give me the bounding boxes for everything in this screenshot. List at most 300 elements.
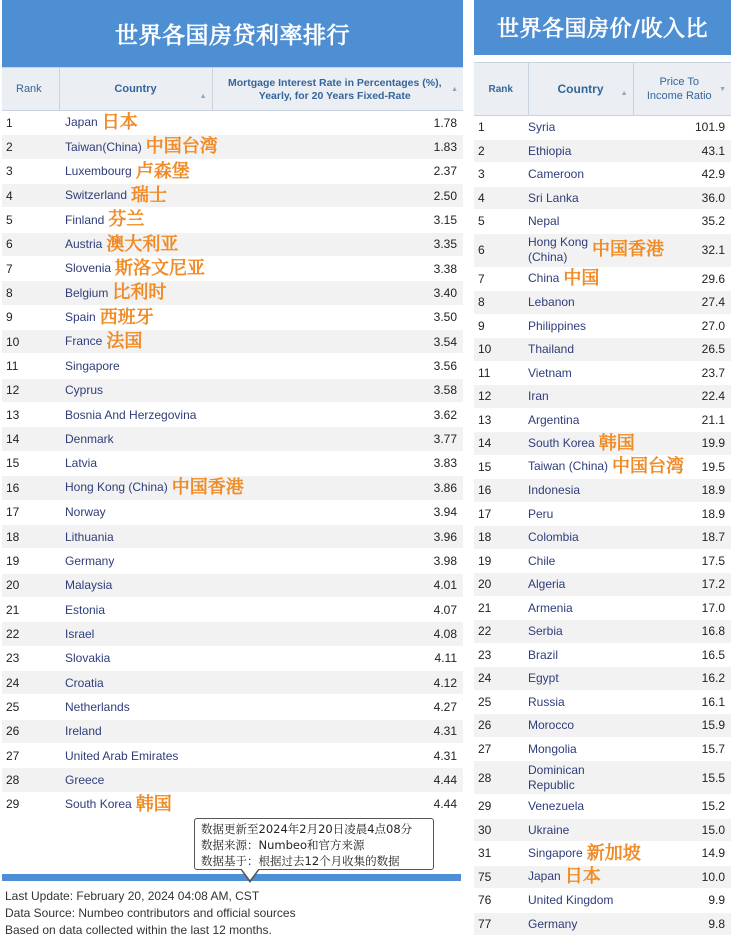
chinese-name-annotation: 新加坡 — [586, 842, 641, 864]
rank-cell: 22 — [474, 620, 528, 644]
price-income-table — [474, 62, 731, 936]
value-cell: 15.9 — [633, 714, 731, 738]
country-name-line: Hong Kong — [528, 235, 589, 249]
country-name: Germany — [528, 916, 578, 931]
value-cell: 42.9 — [633, 163, 731, 187]
table-row — [2, 597, 463, 621]
country-name: Germany — [65, 553, 115, 568]
rank-cell: 18 — [2, 524, 59, 548]
table-row — [474, 267, 731, 291]
country-name: Hong Kong (China) — [65, 480, 168, 495]
country-cell — [528, 549, 633, 573]
country-cell — [59, 354, 212, 378]
country-name: France — [65, 334, 103, 349]
value-cell: 15.7 — [633, 737, 731, 761]
value-cell: 4.12 — [212, 670, 463, 694]
value-cell: 32.1 — [633, 233, 731, 267]
rank-cell: 23 — [474, 643, 528, 667]
value-cell: 1.78 — [212, 111, 463, 135]
value-cell: 4.08 — [212, 622, 463, 646]
rank-cell: 28 — [2, 768, 59, 792]
value-cell: 3.86 — [212, 476, 463, 500]
value-cell: 3.15 — [212, 208, 463, 232]
rank-cell: 11 — [2, 354, 59, 378]
table-row — [474, 314, 731, 338]
table-row — [2, 768, 463, 792]
rank-cell: 3 — [474, 163, 528, 187]
rank-cell: 28 — [474, 761, 528, 795]
rank-cell: 1 — [474, 116, 528, 140]
chinese-name-annotation: 瑞士 — [131, 185, 168, 207]
country-name: Vietnam — [528, 365, 572, 380]
sort-arrow-icon: ▲ — [620, 90, 628, 97]
rank-cell: 29 — [2, 792, 59, 816]
value-cell: 18.9 — [633, 502, 731, 526]
country-name: Indonesia — [528, 483, 581, 498]
value-cell: 3.35 — [212, 232, 463, 256]
country-name-line: Republic — [528, 777, 575, 792]
price-income-header[interactable] — [633, 63, 731, 116]
table-row — [474, 643, 731, 667]
value-cell: 3.94 — [212, 500, 463, 524]
value-cell: 17.0 — [633, 596, 731, 620]
chinese-name-annotation: 斯洛文尼亚 — [115, 258, 206, 280]
mortgage-rate-panel — [2, 0, 463, 817]
rank-cell: 19 — [474, 549, 528, 573]
country-name-line: Dominican — [528, 762, 585, 777]
mortgage-rate-header[interactable] — [212, 68, 463, 111]
country-name: United Kingdom — [528, 893, 614, 908]
country-cell — [59, 524, 212, 548]
table-row — [474, 385, 731, 409]
country-name: Argentina — [528, 412, 580, 427]
mortgage-rate-table — [2, 67, 463, 817]
table-row — [474, 163, 731, 187]
table-row — [2, 330, 463, 354]
rank-cell: 15 — [2, 451, 59, 475]
rank-header[interactable]: Rank — [474, 63, 528, 116]
country-name: Estonia — [65, 602, 106, 617]
country-cell — [59, 743, 212, 767]
rank-cell: 4 — [2, 184, 59, 208]
country-name: Japan — [65, 115, 98, 130]
table-row — [2, 695, 463, 719]
country-header-label: Country — [557, 82, 604, 96]
rank-cell: 7 — [474, 267, 528, 291]
value-cell: 26.5 — [633, 338, 731, 362]
value-cell: 17.5 — [633, 549, 731, 573]
sort-arrow-icon: ▲ — [199, 93, 207, 100]
country-name: Belgium — [65, 285, 109, 300]
country-name: Syria — [528, 120, 556, 135]
rank-cell: 10 — [474, 338, 528, 362]
rank-cell: 31 — [474, 842, 528, 866]
table-row — [474, 526, 731, 550]
value-cell: 18.9 — [633, 479, 731, 503]
rank-cell: 14 — [2, 427, 59, 451]
value-cell: 2.37 — [212, 159, 463, 183]
country-cell — [528, 690, 633, 714]
value-cell: 3.38 — [212, 257, 463, 281]
country-cell — [528, 889, 633, 913]
country-name: Spain — [65, 310, 96, 324]
rank-cell: 24 — [2, 670, 59, 694]
rank-cell: 3 — [2, 159, 59, 183]
country-name: Latvia — [65, 456, 98, 471]
country-name: Peru — [528, 506, 554, 521]
table-row — [2, 111, 463, 135]
table-row — [2, 135, 463, 159]
table-row — [474, 573, 731, 597]
country-cell — [528, 479, 633, 503]
value-cell: 4.11 — [212, 646, 463, 670]
country-cell — [528, 338, 633, 362]
country-cell — [59, 622, 212, 646]
country-cell — [59, 305, 212, 329]
table-row — [2, 451, 463, 475]
country-name: Finland — [65, 212, 105, 227]
country-name: Japan — [528, 869, 561, 884]
chinese-name-annotation: 中国香港 — [592, 239, 665, 260]
country-header[interactable] — [59, 68, 212, 111]
country-name: Taiwan(China) — [65, 139, 142, 154]
country-name: Armenia — [528, 600, 573, 615]
country-name: Chile — [528, 553, 556, 568]
country-name: Ukraine — [528, 822, 570, 837]
country-cell — [59, 695, 212, 719]
rank-cell: 30 — [474, 818, 528, 842]
value-cell: 4.07 — [212, 597, 463, 621]
country-cell — [59, 111, 212, 135]
chinese-name-annotation: 比利时 — [112, 282, 167, 304]
rank-cell: 17 — [474, 502, 528, 526]
table-row — [474, 842, 731, 866]
table-row — [474, 116, 731, 140]
country-name: Morocco — [528, 718, 575, 733]
country-name: Slovenia — [65, 261, 112, 276]
value-cell: 14.9 — [633, 842, 731, 866]
table-row — [2, 573, 463, 597]
country-cell — [59, 281, 212, 305]
value-cell: 9.9 — [633, 889, 731, 913]
value-cell: 4.31 — [212, 743, 463, 767]
rank-cell: 26 — [474, 714, 528, 738]
country-name: Philippines — [528, 318, 587, 333]
country-name: Lithuania — [65, 529, 114, 544]
rank-cell: 2 — [474, 139, 528, 163]
table-row — [474, 620, 731, 644]
country-name: Singapore — [528, 845, 583, 860]
table-row — [474, 338, 731, 362]
country-cell — [528, 714, 633, 738]
country-cell — [59, 573, 212, 597]
table-row — [2, 427, 463, 451]
callout-line: 数据基于：根据过去12个月收集的数据 — [201, 854, 400, 868]
country-cell — [528, 912, 633, 936]
chinese-name-annotation: 中国台湾 — [612, 456, 685, 478]
table-row — [2, 403, 463, 427]
value-cell: 23.7 — [633, 361, 731, 385]
value-cell: 16.1 — [633, 690, 731, 714]
rank-cell: 75 — [474, 865, 528, 889]
value-cell: 27.4 — [633, 291, 731, 315]
footer-accent-bar — [2, 874, 461, 881]
table-row — [474, 455, 731, 479]
price-income-title: 世界各国房价/收入比 — [474, 0, 731, 55]
value-cell: 17.2 — [633, 573, 731, 597]
chinese-name-annotation: 中国台湾 — [145, 136, 218, 158]
country-cell — [528, 361, 633, 385]
country-cell — [528, 761, 633, 795]
country-cell — [528, 455, 685, 479]
rank-cell: 6 — [2, 232, 59, 256]
country-cell — [528, 573, 633, 597]
table-row — [2, 670, 463, 694]
callout-pointer-fill — [241, 868, 259, 880]
value-cell: 16.5 — [633, 643, 731, 667]
country-cell — [59, 330, 212, 354]
country-name: Mongolia — [528, 741, 577, 756]
country-cell — [528, 210, 633, 234]
country-cell — [59, 597, 212, 621]
table-row — [474, 912, 731, 936]
value-cell: 3.83 — [212, 451, 463, 475]
country-name: Malaysia — [65, 578, 113, 593]
value-cell: 3.62 — [212, 403, 463, 427]
rank-header[interactable]: Rank — [2, 68, 59, 111]
chinese-name-annotation: 中国香港 — [171, 477, 244, 499]
table-row — [474, 818, 731, 842]
country-cell — [59, 768, 212, 792]
table-row — [474, 865, 731, 889]
country-name: Lebanon — [528, 295, 575, 310]
chinese-name-annotation: 中国 — [563, 268, 600, 290]
table-row — [2, 792, 463, 816]
country-cell — [59, 500, 212, 524]
country-cell — [59, 378, 212, 402]
country-name: Singapore — [65, 359, 120, 374]
table-row — [2, 208, 463, 232]
table-row — [2, 232, 463, 256]
table-row — [2, 622, 463, 646]
value-cell: 9.8 — [633, 912, 731, 936]
rank-cell: 21 — [474, 596, 528, 620]
country-cell — [59, 159, 212, 183]
country-cell — [528, 291, 633, 315]
country-cell — [528, 526, 633, 550]
country-name — [528, 763, 585, 793]
value-cell: 15.2 — [633, 795, 731, 819]
table-row — [474, 408, 731, 432]
rank-cell: 2 — [2, 135, 59, 159]
country-name: United Arab Emirates — [65, 748, 179, 763]
country-name: Venezuela — [528, 799, 585, 814]
rank-cell: 15 — [474, 455, 528, 479]
country-cell — [528, 795, 633, 819]
value-cell: 18.7 — [633, 526, 731, 550]
rank-cell: 14 — [474, 432, 528, 456]
country-name: Nepal — [528, 214, 560, 229]
country-cell — [528, 643, 633, 667]
value-cell: 15.0 — [633, 818, 731, 842]
footnote-line: Last Update: February 20, 2024 04:08 AM, CST — [5, 889, 260, 903]
rank-cell: 21 — [2, 597, 59, 621]
chinese-name-annotation: 芬兰 — [108, 209, 145, 231]
callout-line: 数据更新至2024年2月20日凌晨4点08分 — [201, 822, 413, 836]
country-name: Slovakia — [65, 651, 111, 666]
table-row — [474, 690, 731, 714]
sort-arrow-icon: ▲ — [451, 86, 458, 93]
country-name: Serbia — [528, 624, 563, 639]
country-cell — [59, 232, 212, 256]
table-row — [2, 184, 463, 208]
country-cell — [528, 408, 633, 432]
table-row — [2, 378, 463, 402]
country-cell — [59, 719, 212, 743]
table-row — [2, 257, 463, 281]
rank-cell: 24 — [474, 667, 528, 691]
country-name: Ethiopia — [528, 143, 572, 158]
country-cell — [528, 116, 633, 140]
table-row — [474, 737, 731, 761]
rank-cell: 5 — [474, 210, 528, 234]
table-row — [2, 719, 463, 743]
country-header[interactable] — [528, 63, 633, 116]
rank-cell: 29 — [474, 795, 528, 819]
chinese-name-annotation: 日本 — [564, 866, 601, 888]
rank-cell: 27 — [474, 737, 528, 761]
sort-arrow-icon: ▼ — [719, 86, 726, 93]
country-cell — [528, 385, 633, 409]
callout-line: 数据来源：Numbeo和官方来源 — [201, 838, 365, 852]
value-cell: 27.0 — [633, 314, 731, 338]
rank-cell: 76 — [474, 889, 528, 913]
country-name: Taiwan (China) — [528, 459, 609, 474]
rank-cell: 16 — [474, 479, 528, 503]
value-cell: 15.5 — [633, 761, 731, 795]
table-row — [2, 354, 463, 378]
rank-cell: 16 — [2, 476, 59, 500]
value-cell: 3.50 — [212, 305, 463, 329]
value-cell: 4.31 — [212, 719, 463, 743]
table-row — [2, 524, 463, 548]
table-row — [474, 139, 731, 163]
country-cell — [59, 646, 212, 670]
mortgage-rate-title: 世界各国房贷利率排行 — [2, 0, 463, 67]
country-name: South Korea — [65, 796, 132, 811]
value-cell: 16.2 — [633, 667, 731, 691]
chinese-name-annotation: 卢森堡 — [135, 160, 190, 182]
value-cell: 22.4 — [633, 385, 731, 409]
country-cell — [528, 737, 633, 761]
country-name: Cameroon — [528, 167, 585, 182]
chinese-name-annotation: 日本 — [101, 112, 138, 134]
country-name: Switzerland — [65, 188, 128, 203]
country-name: Brazil — [528, 647, 559, 662]
table-row — [2, 305, 463, 329]
table-row — [474, 549, 731, 573]
rank-cell: 12 — [474, 385, 528, 409]
country-cell — [59, 208, 212, 232]
value-cell: 10.0 — [633, 865, 731, 889]
country-name: Algeria — [528, 577, 566, 592]
rank-cell: 9 — [474, 314, 528, 338]
rank-cell: 10 — [2, 330, 59, 354]
rank-cell: 8 — [2, 281, 59, 305]
country-name-line: (China) — [528, 250, 568, 264]
table-row — [474, 667, 731, 691]
country-cell — [59, 257, 212, 281]
table-row — [474, 889, 731, 913]
value-cell: 3.98 — [212, 549, 463, 573]
value-cell: 101.9 — [633, 116, 731, 140]
table-row — [474, 291, 731, 315]
country-name: Cyprus — [65, 383, 104, 398]
rank-cell: 12 — [2, 378, 59, 402]
rank-cell: 13 — [474, 408, 528, 432]
country-name: Greece — [65, 772, 105, 787]
country-name: Iran — [528, 389, 549, 404]
value-cell: 29.6 — [633, 267, 731, 291]
rank-cell: 25 — [474, 690, 528, 714]
chinese-name-annotation: 韩国 — [598, 432, 635, 454]
rank-cell: 13 — [2, 403, 59, 427]
rank-cell: 20 — [2, 573, 59, 597]
country-name: Colombia — [528, 530, 579, 545]
country-cell — [59, 427, 212, 451]
country-name: Austria — [65, 236, 103, 251]
country-name: Thailand — [528, 342, 575, 357]
rank-cell: 23 — [2, 646, 59, 670]
country-cell — [528, 502, 633, 526]
value-cell: 3.54 — [212, 330, 463, 354]
value-cell: 35.2 — [633, 210, 731, 234]
value-cell: 3.40 — [212, 281, 463, 305]
table-row — [474, 233, 731, 267]
value-cell: 36.0 — [633, 186, 731, 210]
country-cell — [528, 139, 633, 163]
country-cell — [59, 403, 212, 427]
country-name: Sri Lanka — [528, 190, 579, 205]
value-cell: 3.58 — [212, 378, 463, 402]
table-row — [2, 549, 463, 573]
country-cell — [59, 549, 212, 573]
table-row — [474, 714, 731, 738]
table-row — [474, 795, 731, 819]
chinese-name-annotation: 韩国 — [135, 793, 172, 815]
rank-cell: 6 — [474, 233, 528, 267]
country-cell — [528, 620, 633, 644]
country-name: Russia — [528, 694, 565, 709]
rank-cell: 27 — [2, 743, 59, 767]
country-name: Bosnia And Herzegovina — [65, 407, 197, 422]
footnote-line: Based on data collected within the last 12 months. — [5, 923, 272, 937]
country-cell — [528, 163, 633, 187]
value-cell: 21.1 — [633, 408, 731, 432]
country-name: Norway — [65, 505, 106, 520]
country-name — [528, 235, 588, 265]
rank-cell: 7 — [2, 257, 59, 281]
table-row — [2, 281, 463, 305]
country-name: China — [528, 271, 560, 286]
rank-cell: 26 — [2, 719, 59, 743]
value-cell: 43.1 — [633, 139, 731, 163]
rank-cell: 9 — [2, 305, 59, 329]
chinese-name-annotation: 西班牙 — [99, 306, 154, 328]
value-cell: 3.56 — [212, 354, 463, 378]
table-row — [474, 432, 731, 456]
rank-cell: 22 — [2, 622, 59, 646]
